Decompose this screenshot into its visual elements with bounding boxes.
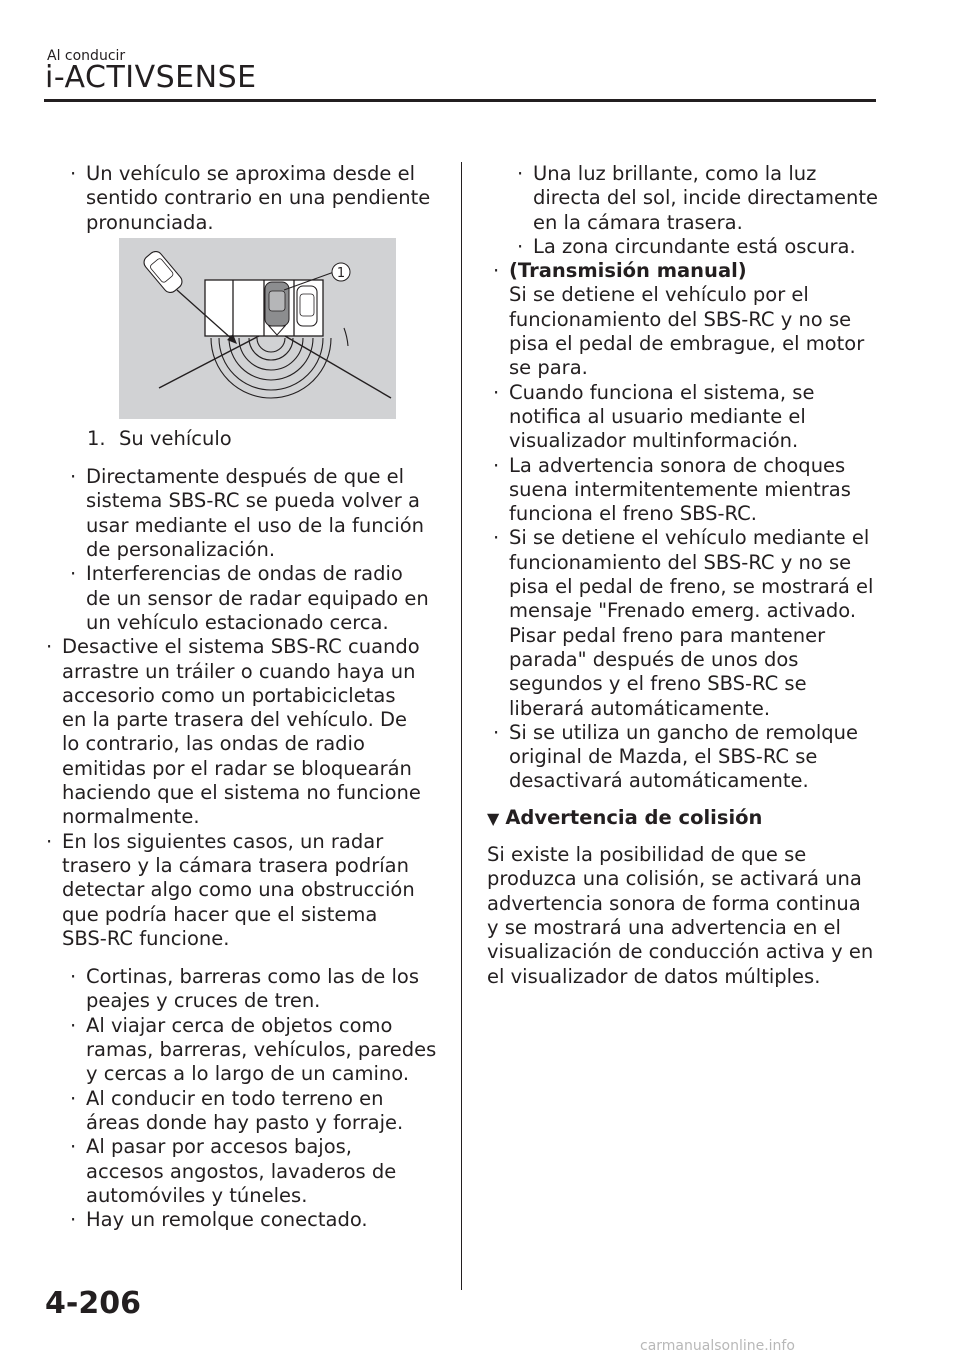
header-section-label: Al conducir <box>47 48 126 64</box>
list-item: · Si se utiliza un gancho de remolque original de Mazda, el SBS-RC se desactivará automáticamente. <box>487 721 887 794</box>
list-item: · Hay un remolque conectado. <box>40 1208 460 1232</box>
list-item: · Al viajar cerca de objetos como ramas, barreras, vehículos, paredes y cercas a lo largo de un camino. <box>40 1014 460 1087</box>
list-item: · Directamente después de que el sistema SBS-RC se pueda volver a usar mediante el uso de la función de personalización. <box>40 465 460 562</box>
list-item: · Interferencias de ondas de radio de un sensor de radar equipado en un vehículo estacionado cerca. <box>40 562 460 635</box>
right-column <box>487 162 887 989</box>
manual-transmission-label: · (Transmisión manual) <box>509 259 747 283</box>
page-number: 4-206 <box>45 1286 141 1321</box>
list-item: · Un vehículo se aproxima desde el sentido contrario en una pendiente pronunciada. <box>40 162 460 235</box>
list-item: · Desactive el sistema SBS-RC cuando arrastre un tráiler o cuando haya un accesorio como un portabicicletas en la parte trasera del vehículo. De lo contrario, las ondas de radio emitidas por el radar se bloquearán haciendo que el sistema no funcione normalmente. <box>40 635 460 829</box>
section-paragraph: Si existe la posibilidad de que se produzca una colisión, se activará una advertencia sonora de forma continua y se mostrará una advertencia en el visualización de conducción activa y en el visualizador de datos múltiples. <box>487 843 874 988</box>
list-item: · Al conducir en todo terreno en áreas donde hay pasto y forraje. <box>40 1087 460 1136</box>
callout-number: 1 <box>336 265 346 281</box>
list-item: · Una luz brillante, como la luz directa del sol, incide directamente en la cámara trasera. <box>487 162 887 235</box>
list-item: · Si se detiene el vehículo mediante el funcionamiento del SBS-RC y no se pisa el pedal de freno, se mostrará el mensaje "Frenado emerg. activado. Pisar pedal freno para mantener parada" después de unos dos segundos y el freno SBS-RC se liberará automáticamente. <box>487 526 887 720</box>
list-item: · (Transmisión manual) Si se detiene el vehículo por el funcionamiento del SBS-RC y no se pisa el pedal de embrague, el motor se para. <box>487 259 887 380</box>
parking-diagram-svg <box>119 238 396 419</box>
list-item: · Cortinas, barreras como las de los peajes y cruces de tren. <box>40 965 460 1014</box>
section-heading: ▼ Advertencia de colisión <box>487 805 763 829</box>
footer-watermark: carmanualsonline.info <box>640 1338 795 1354</box>
triangle-down-icon: ▼ <box>487 808 500 828</box>
figure-caption: 1. Su vehículo <box>87 426 232 450</box>
list-item: · Cuando funciona el sistema, se notifica al usuario mediante el visualizador multinformación. <box>487 381 887 454</box>
list-item: · Al pasar por accesos bajos, accesos angostos, lavaderos de automóviles y túneles. <box>40 1135 460 1208</box>
header-rule <box>44 99 876 102</box>
list-item: · La advertencia sonora de choques suena intermitentemente mientras funciona el freno SBS-RC. <box>487 454 887 527</box>
header-title: i-ACTIVSENSE <box>45 60 257 95</box>
column-divider <box>461 162 462 1290</box>
list-item: · En los siguientes casos, un radar trasero y la cámara trasera podrían detectar algo como una obstrucción que podría hacer que el sistema SBS-RC funcione. <box>40 830 460 951</box>
left-column <box>40 162 460 1232</box>
parking-diagram <box>119 238 396 419</box>
list-item: · La zona circundante está oscura. <box>487 235 887 259</box>
